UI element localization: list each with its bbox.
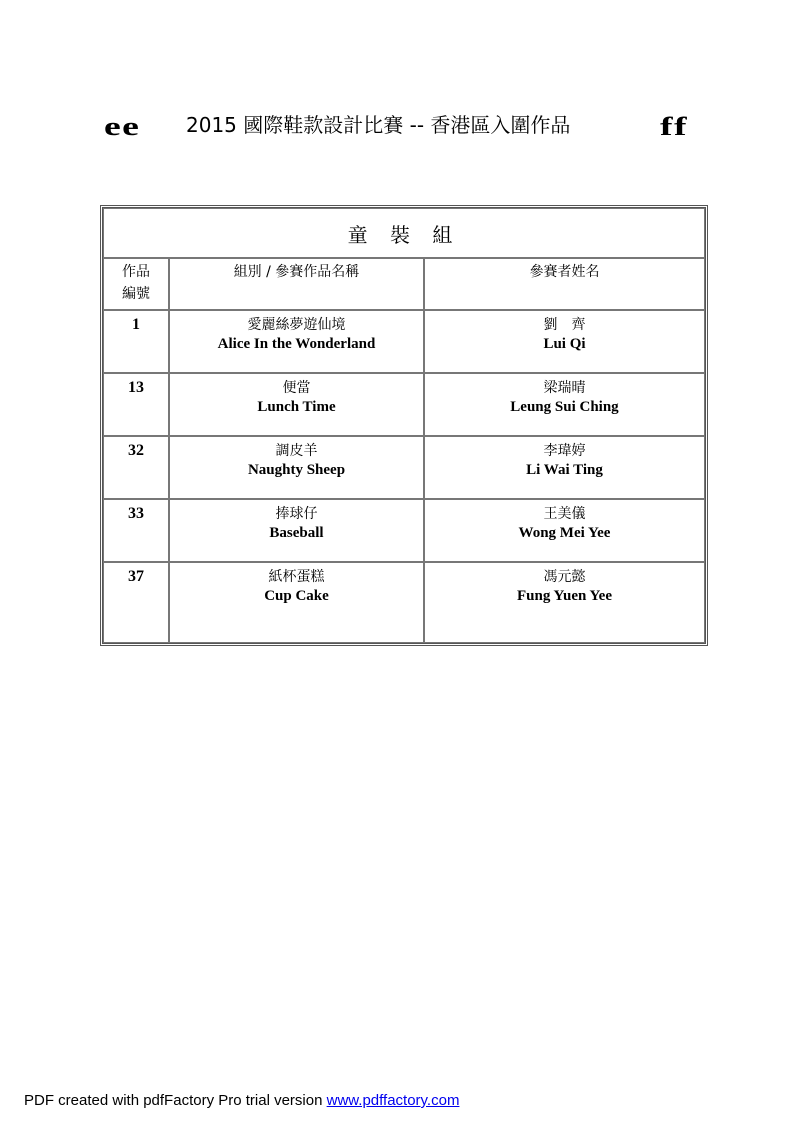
participant-name-chinese: 李瑋婷 [543,443,586,459]
work-title-chinese: 調皮羊 [275,443,318,459]
entry-work [169,499,424,562]
group-title: 童 裝 組 [103,208,705,258]
entry-participant [424,373,705,436]
work-title-english: Alice In the Wonderland [217,336,376,352]
participant-name-chinese: 馮元懿 [543,569,586,585]
entry-number: 13 [103,373,169,436]
entry-work [169,373,424,436]
entry-participant [424,436,705,499]
table-row [103,373,705,436]
entry-number: 32 [103,436,169,499]
table-row [103,562,705,643]
entry-work [169,436,424,499]
participant-name-chinese: 梁瑞晴 [543,380,586,396]
work-title-english: Naughty Sheep [247,462,346,478]
entry-participant [424,562,705,643]
work-title-chinese: 捧球仔 [275,506,318,522]
participant-name-english: Fung Yuen Yee [516,588,613,604]
work-title-english: Cup Cake [264,588,329,604]
group-header-row [103,208,705,258]
entries-table-wrapper [100,205,708,646]
document-title [104,110,714,140]
participant-name-english: Leung Sui Ching [510,399,619,415]
pdffactory-link[interactable]: www.pdffactory.com [326,1092,460,1109]
page-title: 2015 國際鞋款設計比賽 -- 香港區入圍作品 [186,113,571,137]
work-title-chinese: 便當 [282,380,311,396]
entry-work [169,562,424,643]
pdf-footer [24,1092,459,1109]
work-title-chinese: 紙杯蛋糕 [268,569,325,585]
participant-name-english: Wong Mei Yee [518,525,611,541]
work-title-english: Baseball [269,525,324,541]
column-header-name: 參賽者姓名 [424,258,705,310]
entry-participant [424,310,705,373]
table-row [103,310,705,373]
entries-table [100,205,708,646]
entry-participant [424,499,705,562]
entry-work [169,310,424,373]
table-row [103,436,705,499]
column-header-number-line1: 作品 [122,264,150,280]
entry-number: 1 [103,310,169,373]
title-decoration-left: ee [104,112,141,141]
footer-text: PDF created with pdfFactory Pro trial version [24,1092,327,1109]
participant-name-chinese: 王美儀 [543,506,586,522]
column-header-number-line2: 編號 [122,286,150,302]
work-title-english: Lunch Time [257,399,336,415]
entry-number: 37 [103,562,169,643]
participant-name-english: Li Wai Ting [526,462,603,478]
table-row [103,499,705,562]
work-title-chinese: 愛麗絲夢遊仙境 [247,317,346,333]
column-header-work: 組別 / 參賽作品名稱 [169,258,424,310]
column-header-number [103,258,169,310]
title-decoration-right: ff [660,112,689,141]
participant-name-english: Lui Qi [543,336,586,352]
column-header-row [103,258,705,310]
entry-number: 33 [103,499,169,562]
participant-name-chinese: 劉 齊 [543,317,586,333]
